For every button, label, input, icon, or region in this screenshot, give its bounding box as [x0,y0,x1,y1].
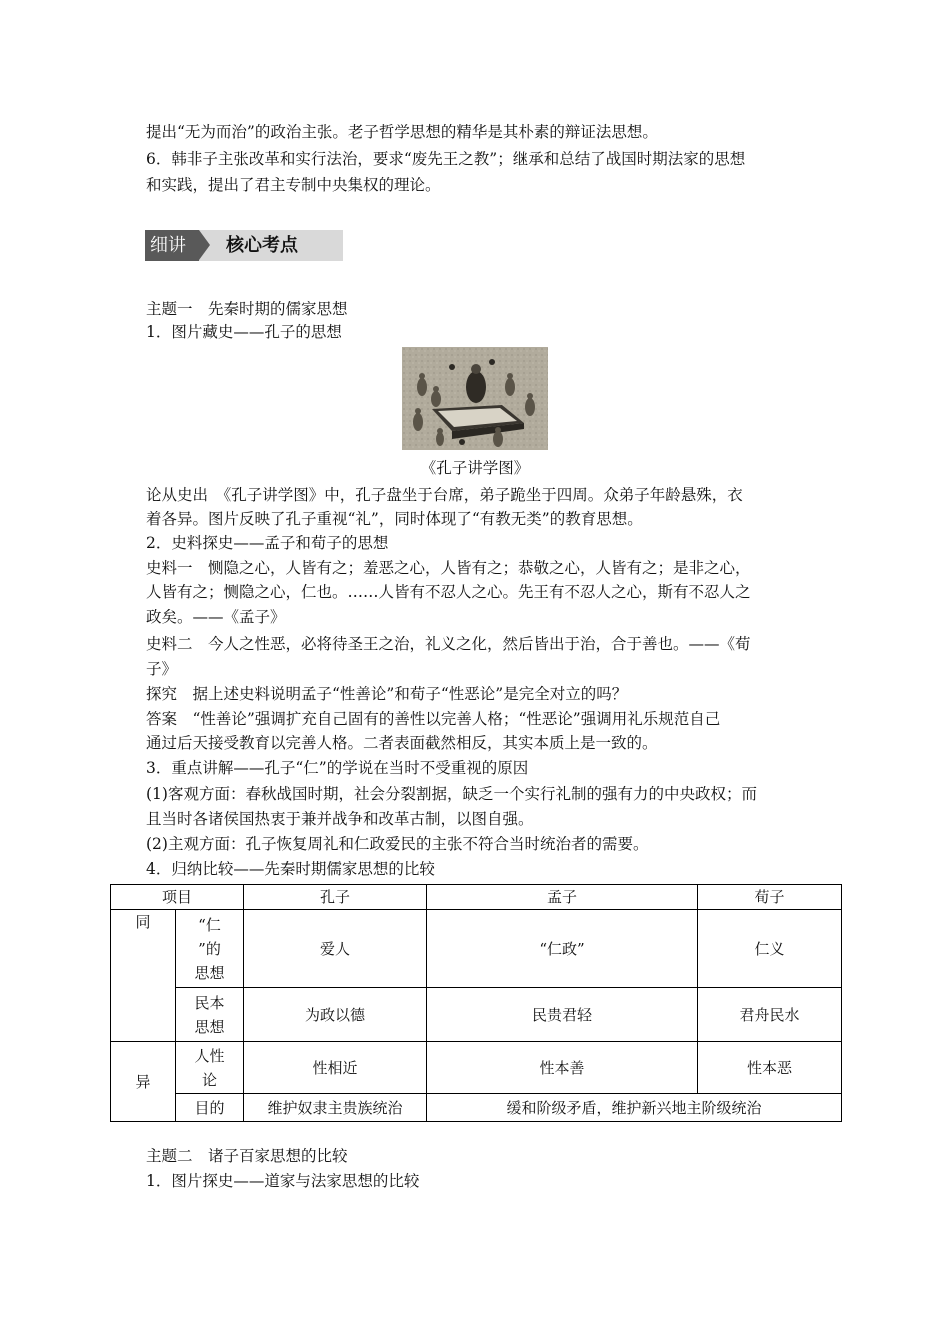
topic1-item1: 1．图片藏史——孔子的思想 [146,323,342,341]
point2-line: (2)主观方面：孔子恢复周礼和仁政爱民的主张不符合当时统治者的需要。 [146,835,649,853]
table-row [111,1042,842,1094]
topic1-item4: 4．归纳比较——先秦时期儒家思想的比较 [146,860,435,878]
row-label-line: 民本 [194,993,225,1012]
row-label-line: 思想 [194,963,225,982]
row-label [176,988,244,1042]
header-kongzi: 孔子 [244,885,427,910]
cell-mengzi-xunzi: 缓和阶级矛盾，维护新兴地主阶级统治 [427,1094,842,1122]
cell-kongzi: 爱人 [244,910,427,988]
row-label-line: 思想 [194,1017,225,1036]
row-label-line: “仁 [198,915,221,934]
cell-mengzi: 性本善 [427,1042,698,1094]
topic1-item2: 2．史料探史——孟子和荀子的思想 [146,534,389,552]
answer-line-1: 答案 “性善论”强调扩充自己固有的善性以完善人格；“性恶论”强调用礼乐规范自己 [146,710,721,728]
header-item: 项目 [111,885,244,910]
table-row [111,910,842,988]
cell-kongzi: 为政以德 [244,988,427,1042]
row-label-line: ”的 [198,939,221,958]
cell-xunzi: 君舟民水 [698,988,842,1042]
topic2-item1: 1．图片探史——道家与法家思想的比较 [146,1172,420,1190]
analysis-line-2: 着各异。图片反映了孔子重视“礼”，同时体现了“有教无类”的教育思想。 [146,510,643,528]
table-row [111,988,842,1042]
painting-caption: 《孔子讲学图》 [420,459,530,477]
cell-xunzi: 仁义 [698,910,842,988]
section-header-tag: 细讲 [145,230,199,261]
source1-line-1: 史料一 恻隐之心，人皆有之；羞恶之心，人皆有之；恭敬之心，人皆有之；是非之心， [146,559,751,577]
analysis-line-1: 论从史出 《孔子讲学图》中，孔子盘坐于台席，弟子跪坐于四周。众弟子年龄悬殊，衣 [146,486,743,504]
group-diff: 异 [111,1042,176,1122]
row-label-line: 论 [202,1070,218,1089]
cell-kongzi: 性相近 [244,1042,427,1094]
question-line: 探究 据上述史料说明孟子“性善论”和荀子“性恶论”是完全对立的吗？ [146,685,628,703]
intro-line-3: 和实践，提出了君主专制中央集权的理论。 [146,176,441,194]
point1-line-2: 且当时各诸侯国热衷于兼并战争和改革古制，以图自强。 [146,810,534,828]
cell-mengzi: “仁政” [427,910,698,988]
point1-line-1: (1)客观方面：春秋战国时期，社会分裂割据，缺乏一个实行礼制的强有力的中央政权；而 [146,785,757,803]
table-header-row [111,885,842,910]
table-row [111,1094,842,1122]
intro-line-1: 提出“无为而治”的政治主张。老子哲学思想的精华是其朴素的辩证法思想。 [146,123,658,141]
source1-line-2: 人皆有之；恻隐之心，仁也。……人皆有不忍人之心。先王有不忍人之心，斯有不忍人之 [146,583,751,601]
topic2-title: 主题二 诸子百家思想的比较 [146,1147,348,1165]
row-label [176,910,244,988]
source2-line-1: 史料二 今人之性恶，必将待圣王之治，礼义之化，然后皆出于治，合于善也。——《荀 [146,635,751,653]
answer-line-2: 通过后天接受教育以完善人格。二者表面截然相反，其实本质上是一致的。 [146,734,658,752]
confucianism-comparison-table [110,884,842,1122]
header-xunzi: 荀子 [698,885,842,910]
row-label [176,1094,244,1122]
source2-line-2: 子》 [146,660,178,678]
row-label-line: 人性 [194,1046,225,1065]
source1-line-3: 政矣。——《孟子》 [146,608,286,626]
row-label [176,1042,244,1094]
confucius-teaching-painting [402,347,548,450]
row-label-line: 目的 [194,1098,225,1117]
section-header-arrow-icon [199,230,210,260]
cell-kongzi: 维护奴隶主贵族统治 [244,1094,427,1122]
topic1-title: 主题一 先秦时期的儒家思想 [146,300,348,318]
cell-xunzi: 性本恶 [698,1042,842,1094]
header-mengzi: 孟子 [427,885,698,910]
topic1-item3: 3．重点讲解——孔子“仁”的学说在当时不受重视的原因 [146,759,529,777]
group-same: 同 [111,910,176,1042]
intro-line-2: 6．韩非子主张改革和实行法治，要求“废先王之教”；继承和总结了战国时期法家的思想 [146,150,746,168]
section-header-title: 核心考点 [226,235,298,256]
cell-mengzi: 民贵君轻 [427,988,698,1042]
